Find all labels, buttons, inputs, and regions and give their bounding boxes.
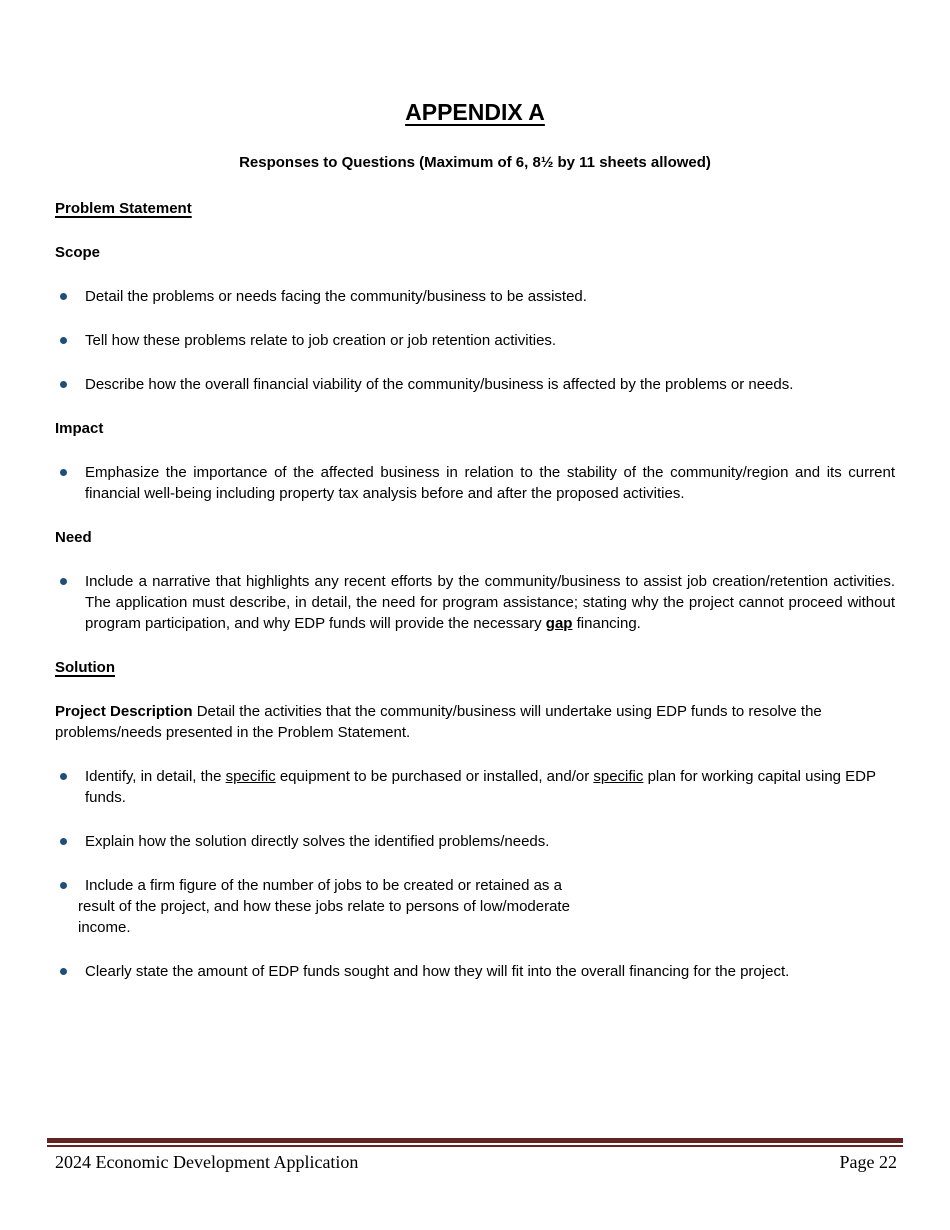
bullet-text: Tell how these problems relate to job creation or job retention activities. — [85, 332, 557, 349]
bullet-text: Explain how the solution directly solves the identified problems/needs. — [85, 833, 550, 850]
section-heading-solution-text: Solution — [55, 659, 115, 676]
bullet-dot-icon — [60, 381, 67, 388]
identify-part3: plan for working capital using EDP funds. — [85, 768, 876, 806]
footer-text-row — [47, 1147, 903, 1173]
jobs-line-3: income. — [78, 919, 131, 936]
bullet-text: Describe how the overall financial viability of the community/business is affected by the problems or needs. — [85, 376, 794, 393]
identify-part2: equipment to be purchased or installed, and/or — [275, 768, 594, 785]
list-item — [55, 286, 895, 307]
bullet-text — [85, 571, 895, 634]
list-item — [55, 462, 895, 504]
list-item — [55, 330, 895, 351]
list-item — [55, 875, 895, 938]
page-title-text: APPENDIX A — [405, 99, 545, 125]
list-item — [55, 766, 895, 808]
bullet-dot-icon — [60, 773, 67, 780]
bullet-text: Emphasize the importance of the affected business in relation to the stability of the community/region and its current financial well-being including property tax analysis before and after the proposed activities. — [85, 464, 895, 502]
bullet-text — [85, 766, 895, 808]
project-description-paragraph — [55, 701, 895, 743]
bullet-text — [78, 875, 895, 938]
list-item — [55, 374, 895, 395]
list-item — [55, 571, 895, 634]
identify-specific-1: specific — [225, 768, 276, 785]
subheading-need: Need — [55, 529, 92, 546]
section-heading-problem-statement-text: Problem Statement — [55, 200, 192, 217]
footer-rule-thick — [47, 1138, 903, 1143]
bullet-dot-icon — [60, 337, 67, 344]
bullet-dot-icon — [60, 882, 67, 889]
footer-page-number: Page 22 — [839, 1152, 897, 1172]
project-description-label: Project Description — [55, 703, 193, 720]
bullet-dot-icon — [60, 469, 67, 476]
jobs-line-2: result of the project, and how these jobs relate to persons of low/moderate — [78, 898, 570, 915]
need-text-gap-emphasis: gap — [545, 615, 573, 632]
identify-part1: Identify, in detail, the — [85, 768, 226, 785]
page-subtitle: Responses to Questions (Maximum of 6, 8½ by 11 sheets allowed) — [239, 154, 711, 171]
section-heading-solution — [55, 657, 895, 678]
project-description-text: Detail the activities that the community/business will undertake using EDP funds to resolve the problems/needs presented in the Problem Statement. — [55, 703, 822, 741]
need-text-part2: financing. — [572, 615, 641, 632]
list-item — [55, 831, 895, 852]
page-footer — [47, 1138, 903, 1173]
bullet-dot-icon — [60, 838, 67, 845]
page-title — [55, 97, 895, 127]
subheading-scope: Scope — [55, 244, 101, 261]
bullet-dot-icon — [60, 293, 67, 300]
list-item — [55, 961, 895, 982]
identify-specific-2: specific — [593, 768, 644, 785]
bullet-dot-icon — [60, 968, 67, 975]
subheading-impact: Impact — [55, 420, 104, 437]
section-heading-problem-statement — [55, 198, 895, 219]
bullet-dot-icon — [60, 578, 67, 585]
footer-document-title: 2024 Economic Development Application — [55, 1152, 359, 1172]
bullet-text: Detail the problems or needs facing the community/business to be assisted. — [85, 288, 587, 305]
need-text-part1: Include a narrative that highlights any recent efforts by the community/business to assist job creation/retention activities. The application must describe, in detail, the need for program assistance; stating why the project cannot proceed without program participation, and why EDP funds will provide the necessary — [85, 573, 895, 632]
jobs-line-1: Include a firm figure of the number of jobs to be created or retained as a — [85, 877, 562, 894]
bullet-text: Clearly state the amount of EDP funds sought and how they will fit into the overall financing for the project. — [85, 963, 790, 980]
